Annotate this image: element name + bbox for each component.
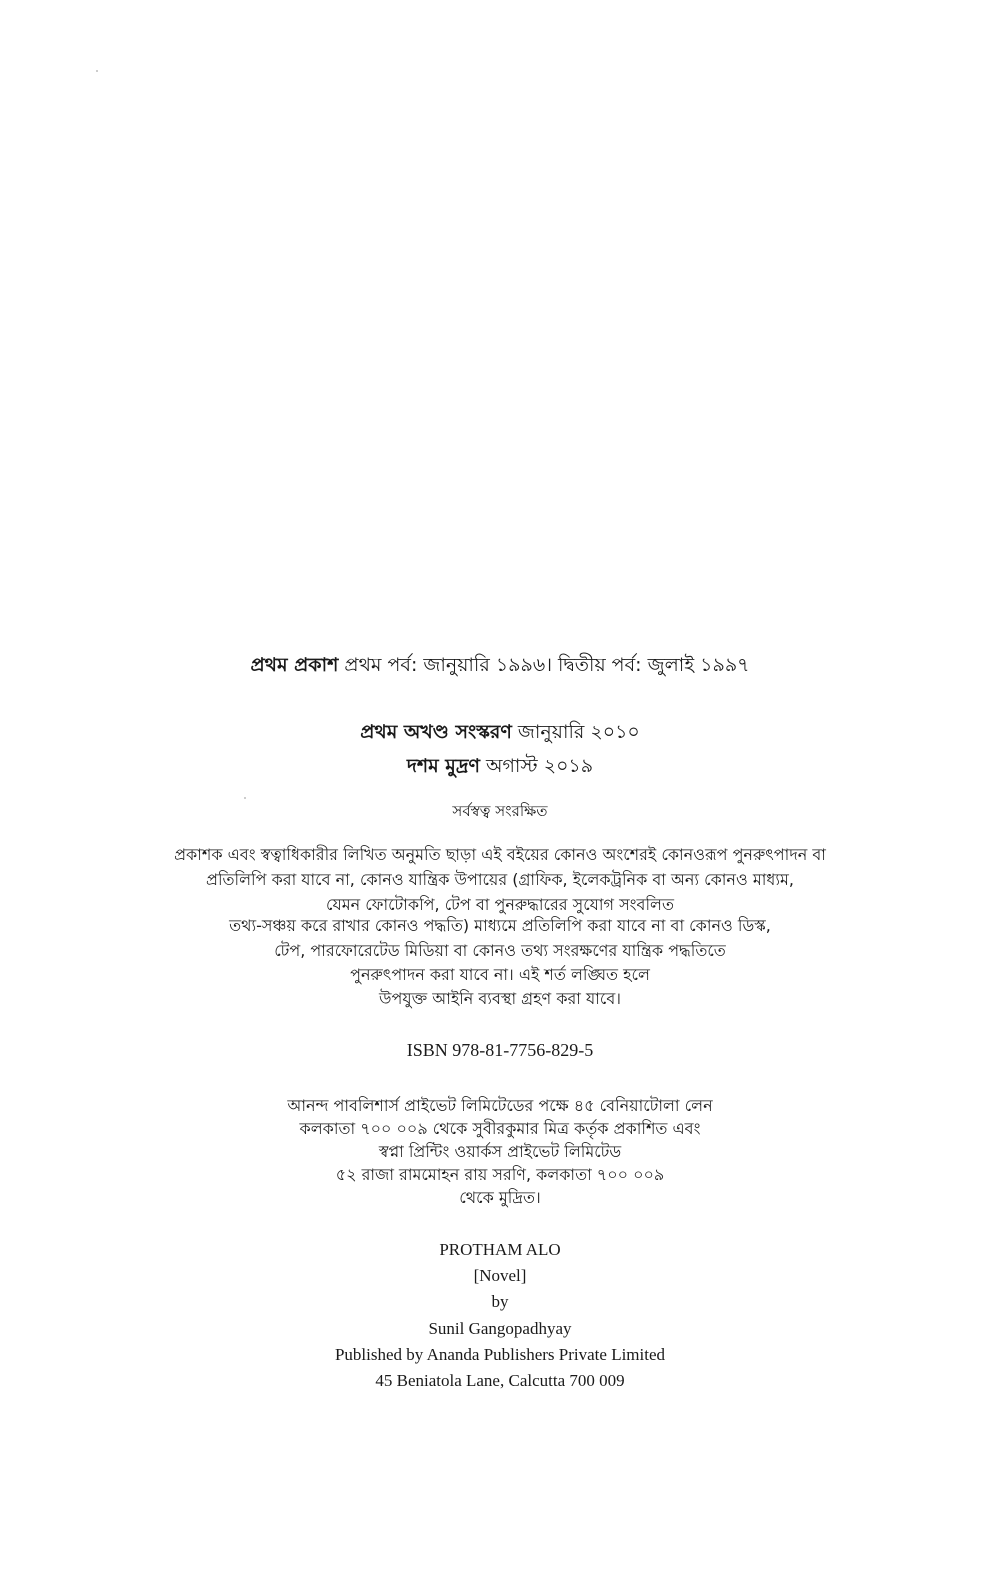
tenth-printing-line xyxy=(0,756,1000,778)
imprint-line: থেকে মুদ্রিত। xyxy=(459,1188,541,1207)
first-combined-edition-label: প্রথম অখণ্ড সংস্করণ xyxy=(360,721,512,743)
first-publication-text: প্রথম পর্ব: জানুয়ারি ১৯৯৬। দ্বিতীয় পর্ব: জুলাই ১৯৯৭ xyxy=(344,654,750,676)
english-author-name: Sunil Gangopadhyay xyxy=(428,1319,572,1338)
copyright-notice-line: উপযুক্ত আইনি ব্যবস্থা গ্রহণ করা যাবে। xyxy=(379,989,621,1008)
first-combined-edition-date: জানুয়ারি ২০১০ xyxy=(517,721,640,743)
copyright-notice-line: পুনরুৎপাদন করা যাবে না। এই শর্ত লঙ্ঘিত হলে xyxy=(350,965,650,984)
first-publication-line xyxy=(0,655,1000,677)
tenth-printing-date: অগাস্ট ২০১৯ xyxy=(486,755,594,777)
first-publication-label: প্রথম প্রকাশ xyxy=(250,654,339,676)
copyright-notice-line: তথ্য-সঞ্চয় করে রাখার কোনও পদ্ধতি) মাধ্যমে প্রতিলিপি করা যাবে না বা কোনও ডিস্ক, xyxy=(229,916,771,935)
copyright-notice-line: টেপ, পারফোরেটেড মিডিয়া বা কোনও তথ্য সংরক্ষণের যান্ত্রিক পদ্ধতিতে xyxy=(274,941,726,960)
imprint-line: ৫২ রাজা রামমোহন রায় সরণি, কলকাতা ৭০০ ০০৯ xyxy=(335,1165,665,1184)
english-by-label: by xyxy=(491,1292,509,1311)
english-publisher-address: 45 Beniatola Lane, Calcutta 700 009 xyxy=(375,1371,625,1390)
scan-speck xyxy=(244,797,246,799)
scan-speck xyxy=(96,70,98,72)
imprint-line: আনন্দ পাবলিশার্স প্রাইভেট লিমিটেডের পক্ষে ৪৫ বেনিয়াটোলা লেন xyxy=(287,1096,713,1115)
isbn-number: ISBN 978-81-7756-829-5 xyxy=(406,1040,594,1060)
english-book-genre: [Novel] xyxy=(473,1266,527,1285)
rights-reserved-heading: সর্বস্বত্ব সংরক্ষিত xyxy=(452,802,548,820)
english-publisher-line: Published by Ananda Publishers Private Limited xyxy=(334,1345,666,1364)
copyright-notice-line: প্রতিলিপি করা যাবে না, কোনও যান্ত্রিক উপায়ের (গ্রাফিক, ইলেকট্রনিক বা অন্য কোনও মাধ্যম, xyxy=(206,870,794,889)
imprint-line: কলকাতা ৭০০ ০০৯ থেকে সুবীরকুমার মিত্র কর্তৃক প্রকাশিত এবং xyxy=(299,1119,701,1138)
copyright-notice-line: যেমন ফোটোকপি, টেপ বা পুনরুদ্ধারের সুযোগ সংবলিত xyxy=(326,895,674,914)
copyright-notice-line: প্রকাশক এবং স্বত্বাধিকারীর লিখিত অনুমতি ছাড়া এই বইয়ের কোনও অংশেরই কোনওরূপ পুনরুৎপাদন বা xyxy=(174,845,826,864)
imprint-line: স্বপ্না প্রিন্টিং ওয়ার্কস প্রাইভেট লিমিটেড xyxy=(378,1142,622,1161)
tenth-printing-label: দশম মুদ্রণ xyxy=(406,755,480,777)
english-book-title: PROTHAM ALO xyxy=(439,1240,561,1259)
first-combined-edition-line xyxy=(0,722,1000,744)
